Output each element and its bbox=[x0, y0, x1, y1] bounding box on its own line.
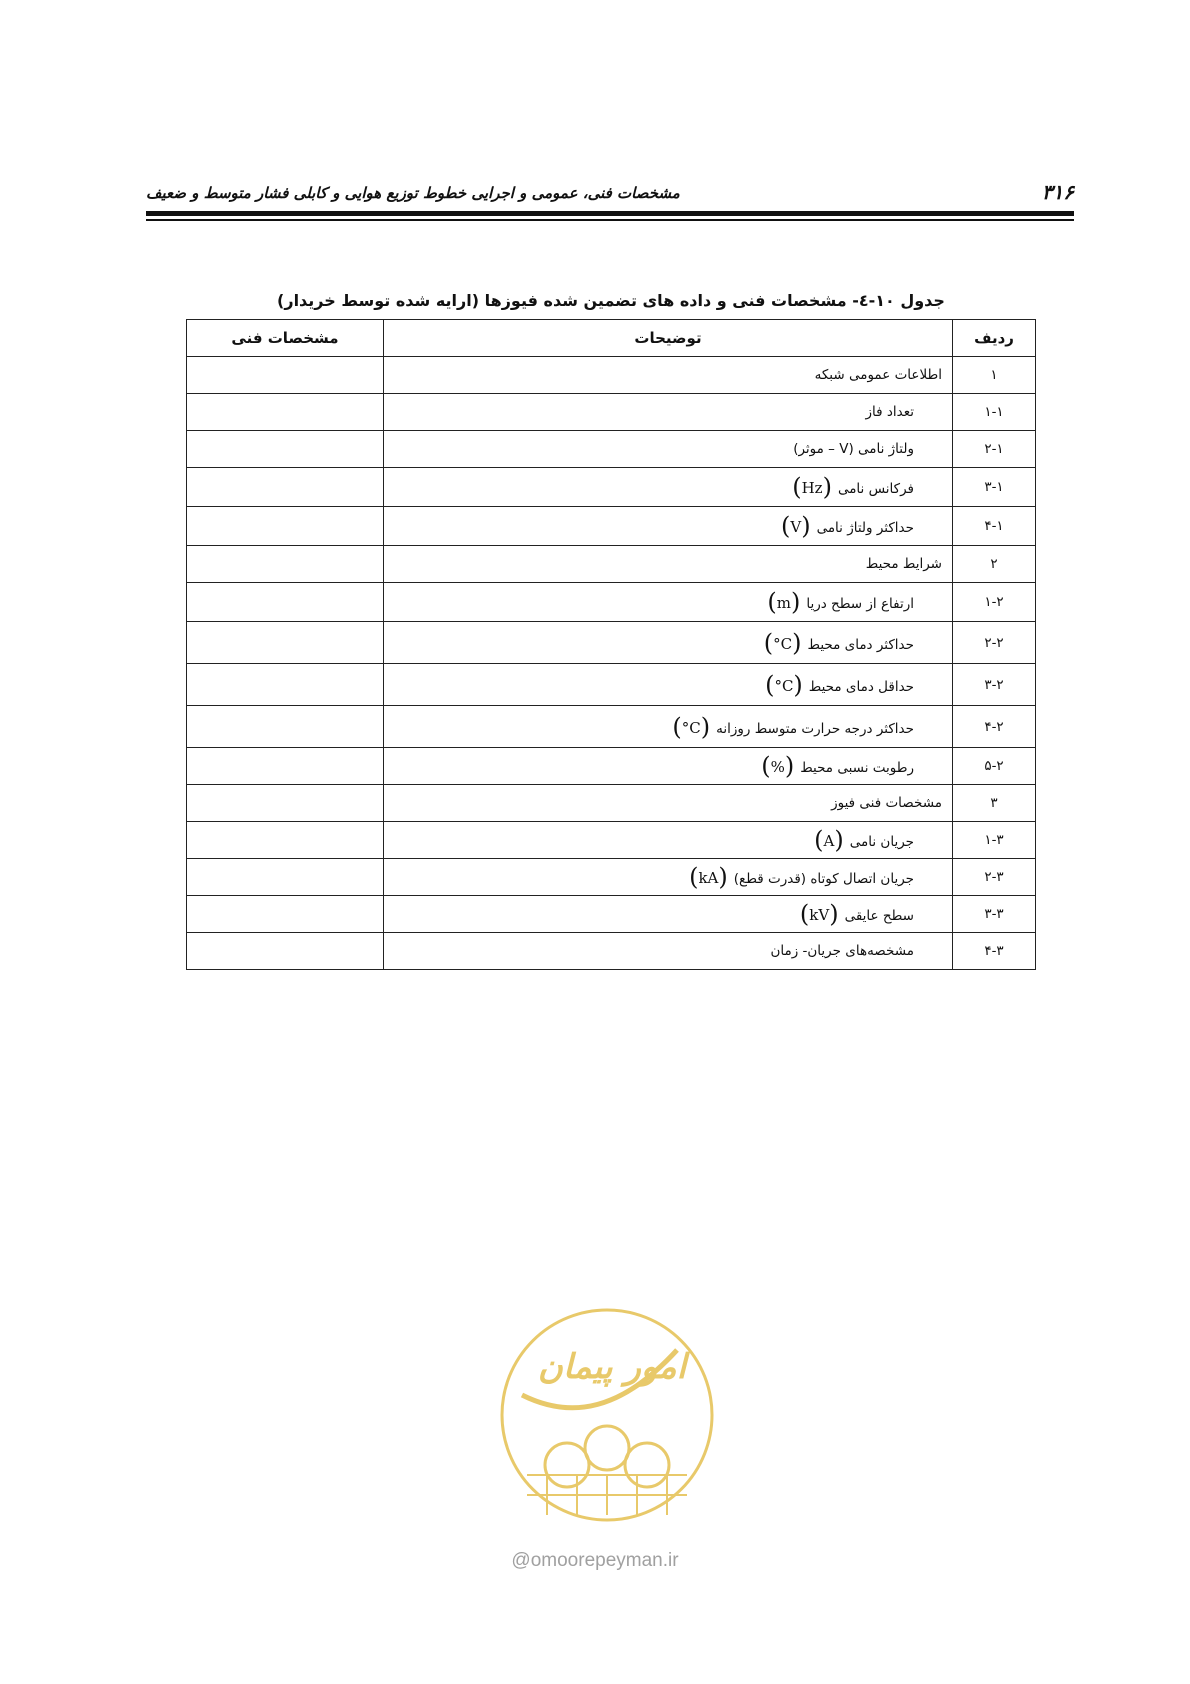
unit-paren-open: ( bbox=[814, 826, 824, 854]
running-title: مشخصات فنی، عمومی و اجرایی خطوط توزیع هوایی و کابلی فشار متوسط و ضعیف bbox=[146, 184, 680, 202]
unit-value: °C bbox=[681, 718, 701, 737]
row-unit bbox=[792, 473, 832, 501]
table-row bbox=[187, 394, 1036, 431]
row-number: ۳-۲ bbox=[953, 664, 1036, 706]
row-number: ۲-۱ bbox=[953, 431, 1036, 468]
row-description bbox=[384, 859, 953, 896]
table-row bbox=[187, 748, 1036, 785]
row-description bbox=[384, 748, 953, 785]
table-row bbox=[187, 431, 1036, 468]
unit-paren-open: ( bbox=[761, 752, 771, 780]
row-description-text: رطوبت نسبی محیط bbox=[800, 760, 914, 776]
unit-value: °C bbox=[774, 676, 794, 695]
table-row bbox=[187, 933, 1036, 970]
row-number: ۲-۲ bbox=[953, 622, 1036, 664]
table-row bbox=[187, 859, 1036, 896]
row-unit bbox=[689, 863, 728, 891]
row-description-text: اطلاعات عمومی شبکه bbox=[814, 367, 942, 383]
row-description-text: حداکثر درجه حرارت متوسط روزانه bbox=[716, 720, 914, 737]
unit-paren-open: ( bbox=[799, 900, 810, 928]
unit-paren-close: ) bbox=[822, 473, 832, 501]
unit-paren-open: ( bbox=[689, 863, 699, 891]
fuse-spec-table bbox=[186, 319, 1036, 970]
unit-paren-close: ) bbox=[793, 670, 803, 699]
unit-value: kV bbox=[809, 906, 830, 924]
row-description-text: ولتاژ نامی (V – موثر) bbox=[793, 441, 914, 457]
row-number: ۴-۱ bbox=[953, 507, 1036, 546]
row-spec-value[interactable] bbox=[187, 748, 384, 785]
row-spec-value[interactable] bbox=[187, 394, 384, 431]
unit-paren-close: ) bbox=[718, 863, 728, 891]
row-number: ۲ bbox=[953, 546, 1036, 583]
row-description bbox=[384, 394, 953, 431]
header-rule-thick bbox=[146, 211, 1074, 216]
watermark-logo bbox=[492, 1300, 722, 1530]
row-unit bbox=[799, 900, 839, 928]
row-spec-value[interactable] bbox=[187, 822, 384, 859]
row-description-text: جریان نامی bbox=[849, 834, 914, 850]
row-description bbox=[384, 706, 953, 748]
row-unit bbox=[763, 628, 802, 657]
row-number: ۲-۳ bbox=[953, 859, 1036, 896]
row-unit bbox=[780, 512, 811, 540]
row-number: ۳-۳ bbox=[953, 896, 1036, 933]
row-description bbox=[384, 896, 953, 933]
row-number: ۱-۲ bbox=[953, 583, 1036, 622]
table-row bbox=[187, 468, 1036, 507]
table-row bbox=[187, 357, 1036, 394]
row-unit bbox=[765, 670, 803, 699]
row-description-text: شرایط محیط bbox=[865, 556, 942, 572]
table-row bbox=[187, 546, 1036, 583]
row-spec-value[interactable] bbox=[187, 431, 384, 468]
row-number: ۳-۱ bbox=[953, 468, 1036, 507]
unit-paren-close: ) bbox=[790, 588, 801, 616]
watermark-site: @omoorepeyman.ir bbox=[511, 1550, 679, 1571]
row-spec-value[interactable] bbox=[187, 706, 384, 748]
table-row bbox=[187, 785, 1036, 822]
row-description bbox=[384, 822, 953, 859]
header-description: توضیحات bbox=[384, 320, 953, 357]
table-row bbox=[187, 822, 1036, 859]
row-unit bbox=[814, 826, 844, 854]
unit-value: m bbox=[776, 594, 791, 612]
row-spec-value[interactable] bbox=[187, 859, 384, 896]
unit-paren-close: ) bbox=[801, 512, 811, 540]
page-header bbox=[146, 176, 1074, 216]
header-row-number: ردیف bbox=[953, 320, 1036, 357]
unit-paren-close: ) bbox=[784, 752, 795, 780]
row-number: ۴-۲ bbox=[953, 706, 1036, 748]
row-spec-value[interactable] bbox=[187, 933, 384, 970]
row-description bbox=[384, 785, 953, 822]
unit-value: Hz bbox=[801, 479, 823, 497]
row-spec-value[interactable] bbox=[187, 507, 384, 546]
row-spec-value[interactable] bbox=[187, 785, 384, 822]
table-row bbox=[187, 706, 1036, 748]
logo-text: امور پیمان bbox=[537, 1347, 687, 1387]
unit-paren-open: ( bbox=[792, 473, 802, 501]
unit-paren-close: ) bbox=[700, 712, 711, 741]
unit-value: A bbox=[823, 832, 835, 850]
row-description-text: مشخصات فنی فیوز bbox=[831, 795, 942, 811]
unit-paren-open: ( bbox=[767, 588, 777, 616]
table-caption: جدول ۱۰-٤- مشخصات فنی و داده های تضمین شده فیوزها (ارایه شده توسط خریدار) bbox=[277, 291, 945, 310]
unit-paren-open: ( bbox=[765, 670, 775, 699]
row-description-text: مشخصه‌های جریان- زمان bbox=[770, 943, 914, 959]
unit-paren-close: ) bbox=[792, 628, 802, 657]
unit-value: % bbox=[770, 758, 785, 776]
row-description bbox=[384, 468, 953, 507]
row-description bbox=[384, 431, 953, 468]
unit-value: V bbox=[790, 518, 802, 536]
unit-paren-close: ) bbox=[834, 826, 844, 854]
unit-paren-open: ( bbox=[763, 628, 774, 657]
unit-value: °C bbox=[773, 634, 793, 653]
header-spec: مشخصات فنی bbox=[187, 320, 384, 357]
logo-gear-left bbox=[545, 1443, 589, 1487]
logo-gear-center bbox=[585, 1426, 629, 1470]
row-spec-value[interactable] bbox=[187, 896, 384, 933]
table-row bbox=[187, 622, 1036, 664]
table-row bbox=[187, 583, 1036, 622]
row-description bbox=[384, 664, 953, 706]
row-unit bbox=[672, 712, 711, 741]
row-description bbox=[384, 933, 953, 970]
table-row bbox=[187, 896, 1036, 933]
logo-gear-right bbox=[625, 1443, 669, 1487]
row-number: ۱ bbox=[953, 357, 1036, 394]
table-row bbox=[187, 507, 1036, 546]
row-description bbox=[384, 546, 953, 583]
row-description-text: جریان اتصال کوتاه (قدرت قطع) bbox=[733, 871, 914, 887]
row-spec-value[interactable] bbox=[187, 622, 384, 664]
header-rule-thin bbox=[146, 219, 1074, 221]
row-description-text: حداکثر دمای محیط bbox=[807, 636, 914, 653]
row-spec-value[interactable] bbox=[187, 468, 384, 507]
row-description-text: ارتفاع از سطح دریا bbox=[806, 596, 914, 612]
row-description bbox=[384, 622, 953, 664]
row-number: ۱-۱ bbox=[953, 394, 1036, 431]
row-number: ۱-۳ bbox=[953, 822, 1036, 859]
row-description-text: حداکثر ولتاژ نامی bbox=[816, 520, 914, 536]
page-number: ۳۱۶ bbox=[1041, 180, 1074, 204]
row-number: ۵-۲ bbox=[953, 748, 1036, 785]
row-spec-value[interactable] bbox=[187, 583, 384, 622]
row-spec-value[interactable] bbox=[187, 546, 384, 583]
row-number: ۳ bbox=[953, 785, 1036, 822]
row-description-text: فرکانس نامی bbox=[837, 481, 914, 497]
unit-paren-open: ( bbox=[780, 512, 791, 540]
row-spec-value[interactable] bbox=[187, 664, 384, 706]
row-description-text: حداقل دمای محیط bbox=[808, 678, 914, 695]
row-description bbox=[384, 583, 953, 622]
row-spec-value[interactable] bbox=[187, 357, 384, 394]
row-number: ۴-۳ bbox=[953, 933, 1036, 970]
table-body bbox=[187, 357, 1036, 970]
row-description-text: تعداد فاز bbox=[865, 404, 914, 420]
row-description-text: سطح عایقی bbox=[844, 908, 914, 924]
row-description bbox=[384, 357, 953, 394]
table-header-row bbox=[187, 320, 1036, 357]
unit-paren-close: ) bbox=[829, 900, 839, 928]
row-description bbox=[384, 507, 953, 546]
row-unit bbox=[761, 752, 795, 780]
row-unit bbox=[767, 588, 801, 616]
unit-value: kA bbox=[698, 869, 719, 887]
unit-paren-open: ( bbox=[672, 712, 682, 741]
table-row bbox=[187, 664, 1036, 706]
